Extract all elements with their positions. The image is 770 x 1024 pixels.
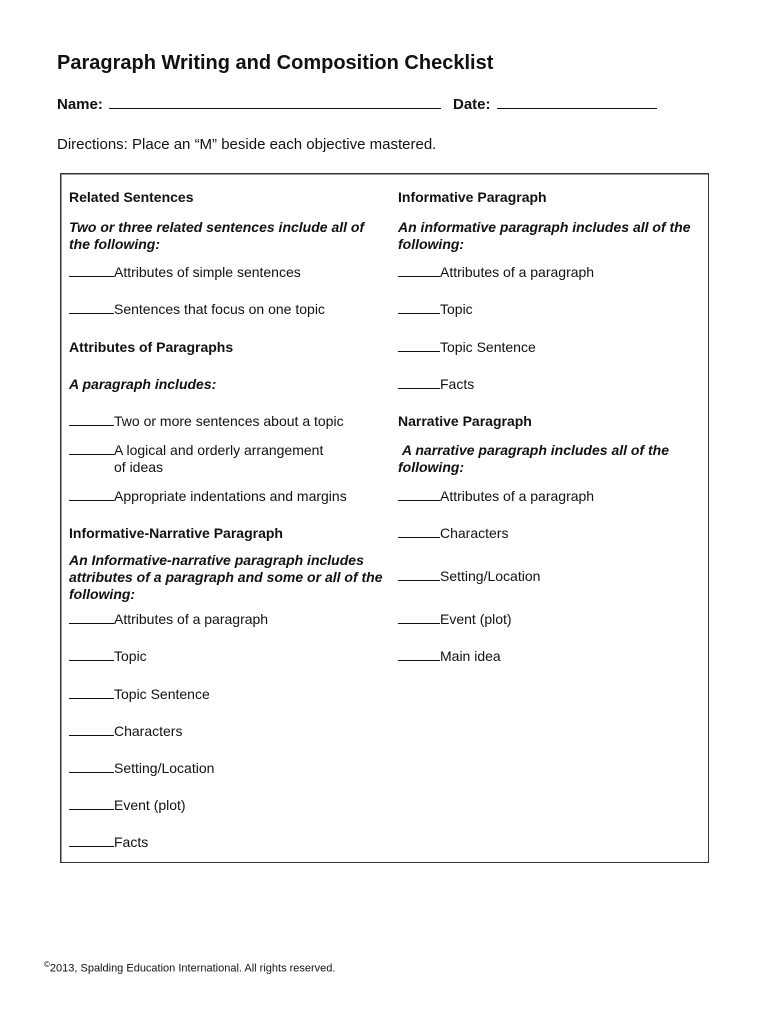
check-blank[interactable] (69, 442, 114, 455)
related-sentences-intro: Two or three related sentences include all of the following: (69, 219, 365, 252)
narrative-heading: Narrative Paragraph (398, 413, 532, 429)
checklist-item: Topic Sentence (69, 686, 210, 703)
check-blank[interactable] (69, 834, 114, 847)
check-blank[interactable] (398, 339, 440, 352)
check-blank[interactable] (398, 568, 440, 581)
checklist-item: Attributes of simple sentences (69, 264, 301, 281)
page-title: Paragraph Writing and Composition Checklist (57, 52, 494, 74)
checklist-item: Setting/Location (69, 760, 214, 777)
checklist-item: Topic (69, 648, 147, 665)
checklist-item: Event (plot) (69, 797, 186, 814)
check-blank[interactable] (69, 686, 114, 699)
checklist-item: Topic Sentence (398, 339, 536, 356)
checklist-item: Facts (69, 834, 148, 851)
check-blank[interactable] (69, 264, 114, 277)
related-sentences-heading: Related Sentences (69, 189, 194, 205)
check-blank[interactable] (69, 797, 114, 810)
checklist-item: Appropriate indentations and margins (69, 488, 347, 505)
checklist-item: Two or more sentences about a topic (69, 413, 344, 430)
copyright-text: 2013, Spalding Education International. All rights reserved. (49, 962, 336, 975)
check-blank[interactable] (69, 413, 114, 426)
check-blank[interactable] (69, 611, 114, 624)
checklist-item: Main idea (398, 648, 501, 665)
name-line[interactable] (109, 94, 441, 109)
checklist-item: Event (plot) (398, 611, 512, 628)
checklist-item: Setting/Location (398, 568, 540, 585)
inf-narr-heading: Informative-Narrative Paragraph (69, 525, 283, 541)
copyright-footer (44, 960, 335, 975)
checklist-item: Attributes of a paragraph (398, 488, 594, 505)
checklist-item: Attributes of a paragraph (398, 264, 594, 281)
check-blank[interactable] (69, 723, 114, 736)
check-blank[interactable] (398, 264, 440, 277)
check-blank[interactable] (69, 648, 114, 661)
name-field (57, 94, 441, 113)
check-blank[interactable] (398, 525, 440, 538)
date-line[interactable] (497, 94, 657, 109)
checklist-box (60, 173, 709, 863)
checklist-item: Topic (398, 301, 473, 318)
check-blank[interactable] (398, 611, 440, 624)
check-blank[interactable] (398, 488, 440, 501)
check-blank[interactable] (69, 488, 114, 501)
directions: Directions: Place an “M” beside each objective mastered. (57, 136, 437, 153)
check-blank[interactable] (398, 376, 440, 389)
narrative-intro: A narrative paragraph includes all of the following: (398, 442, 673, 475)
informative-intro: An informative paragraph includes all of the following: (398, 219, 691, 252)
attributes-heading: Attributes of Paragraphs (69, 339, 234, 355)
name-label: Name: (57, 96, 103, 113)
checklist-item: Sentences that focus on one topic (69, 301, 325, 318)
date-field (453, 94, 657, 113)
checklist-item: Facts (398, 376, 474, 393)
inf-narr-intro: An Informative-narrative paragraph includes attributes of a paragraph and some or all of the following: (69, 552, 383, 602)
checklist-item: Characters (69, 723, 182, 740)
check-blank[interactable] (398, 301, 440, 314)
checklist-item: Attributes of a paragraph (69, 611, 268, 628)
attributes-intro: A paragraph includes: (69, 376, 217, 392)
check-blank[interactable] (69, 301, 114, 314)
date-label: Date: (453, 96, 491, 113)
check-blank[interactable] (398, 648, 440, 661)
check-blank[interactable] (69, 760, 114, 773)
informative-heading: Informative Paragraph (398, 189, 547, 205)
copyright-symbol: © (44, 960, 50, 969)
checklist-item: Characters (398, 525, 508, 542)
checklist-item: A logical and orderly arrangement of ideas (69, 442, 329, 476)
